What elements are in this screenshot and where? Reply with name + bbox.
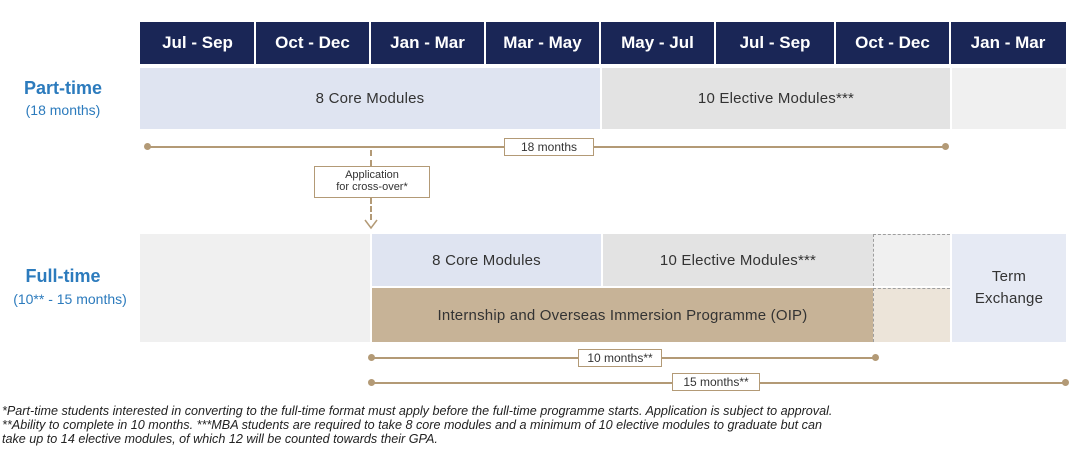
full-time-title: Full-time [25, 266, 101, 286]
header-period-6: Jul - Sep [715, 22, 835, 64]
full-time-elective-extension [873, 234, 950, 286]
timeline-start-dot [144, 143, 151, 150]
part-time-empty-period [952, 68, 1066, 129]
part-time-core-modules: 8 Core Modules [140, 68, 600, 129]
full-time-subtitle: (10** - 15 months) [13, 291, 127, 307]
timeline-end-dot [1062, 379, 1069, 386]
header-divider [949, 22, 951, 64]
header-period-1: Jul - Sep [140, 22, 255, 64]
full-time-empty-period [140, 234, 370, 342]
crossover-dashed-arrow-line [370, 198, 372, 220]
part-time-subtitle: (18 months) [25, 102, 101, 118]
crossover-line-1: Application [345, 169, 399, 181]
header-divider [254, 22, 256, 64]
part-time-elective-modules: 10 Elective Modules*** [602, 68, 950, 129]
full-time-oip: Internship and Overseas Immersion Programme (OIP) [372, 288, 873, 342]
full-time-long-duration-label: 15 months** [672, 373, 760, 391]
crossover-application-box [314, 166, 430, 198]
header-period-2: Oct - Dec [255, 22, 370, 64]
header-period-3: Jan - Mar [370, 22, 485, 64]
footnote [2, 404, 1080, 446]
header-period-5: May - Jul [600, 22, 715, 64]
arrow-down-icon [364, 218, 378, 230]
part-time-duration-label: 18 months [504, 138, 594, 156]
part-time-title: Part-time [23, 78, 103, 98]
header-divider [484, 22, 486, 64]
full-time-short-duration-label: 10 months** [578, 349, 662, 367]
header-divider [369, 22, 371, 64]
footnote-line-1: *Part-time students interested in converting to the full-time format must apply before the full-time programme starts. Application is subject to approval. [2, 404, 833, 418]
term-exchange-line-1: Term [991, 268, 1027, 285]
header-divider [714, 22, 716, 64]
timeline-start-dot [368, 379, 375, 386]
crossover-line-2: for cross-over* [336, 181, 408, 193]
header-period-8: Jan - Mar [950, 22, 1066, 64]
full-time-elective-modules: 10 Elective Modules*** [603, 234, 873, 286]
header-period-4: Mar - May [485, 22, 600, 64]
full-time-term-exchange [952, 234, 1066, 342]
footnote-line-3: take up to 14 elective modules, of which 12 will be counted towards their GPA. [2, 432, 438, 446]
term-exchange-line-2: Exchange [974, 290, 1044, 307]
timeline-start-dot [368, 354, 375, 361]
header-divider [599, 22, 601, 64]
header-divider [834, 22, 836, 64]
timeline-end-dot [942, 143, 949, 150]
timeline-end-dot [872, 354, 879, 361]
header-period-7: Oct - Dec [835, 22, 950, 64]
footnote-line-2: **Ability to complete in 10 months. ***MBA students are required to take 8 core modules and a minimum of 10 elective modules to graduate but can [2, 418, 822, 432]
full-time-oip-extension [873, 288, 950, 342]
crossover-dashed-line [370, 150, 372, 166]
full-time-core-modules: 8 Core Modules [372, 234, 601, 286]
